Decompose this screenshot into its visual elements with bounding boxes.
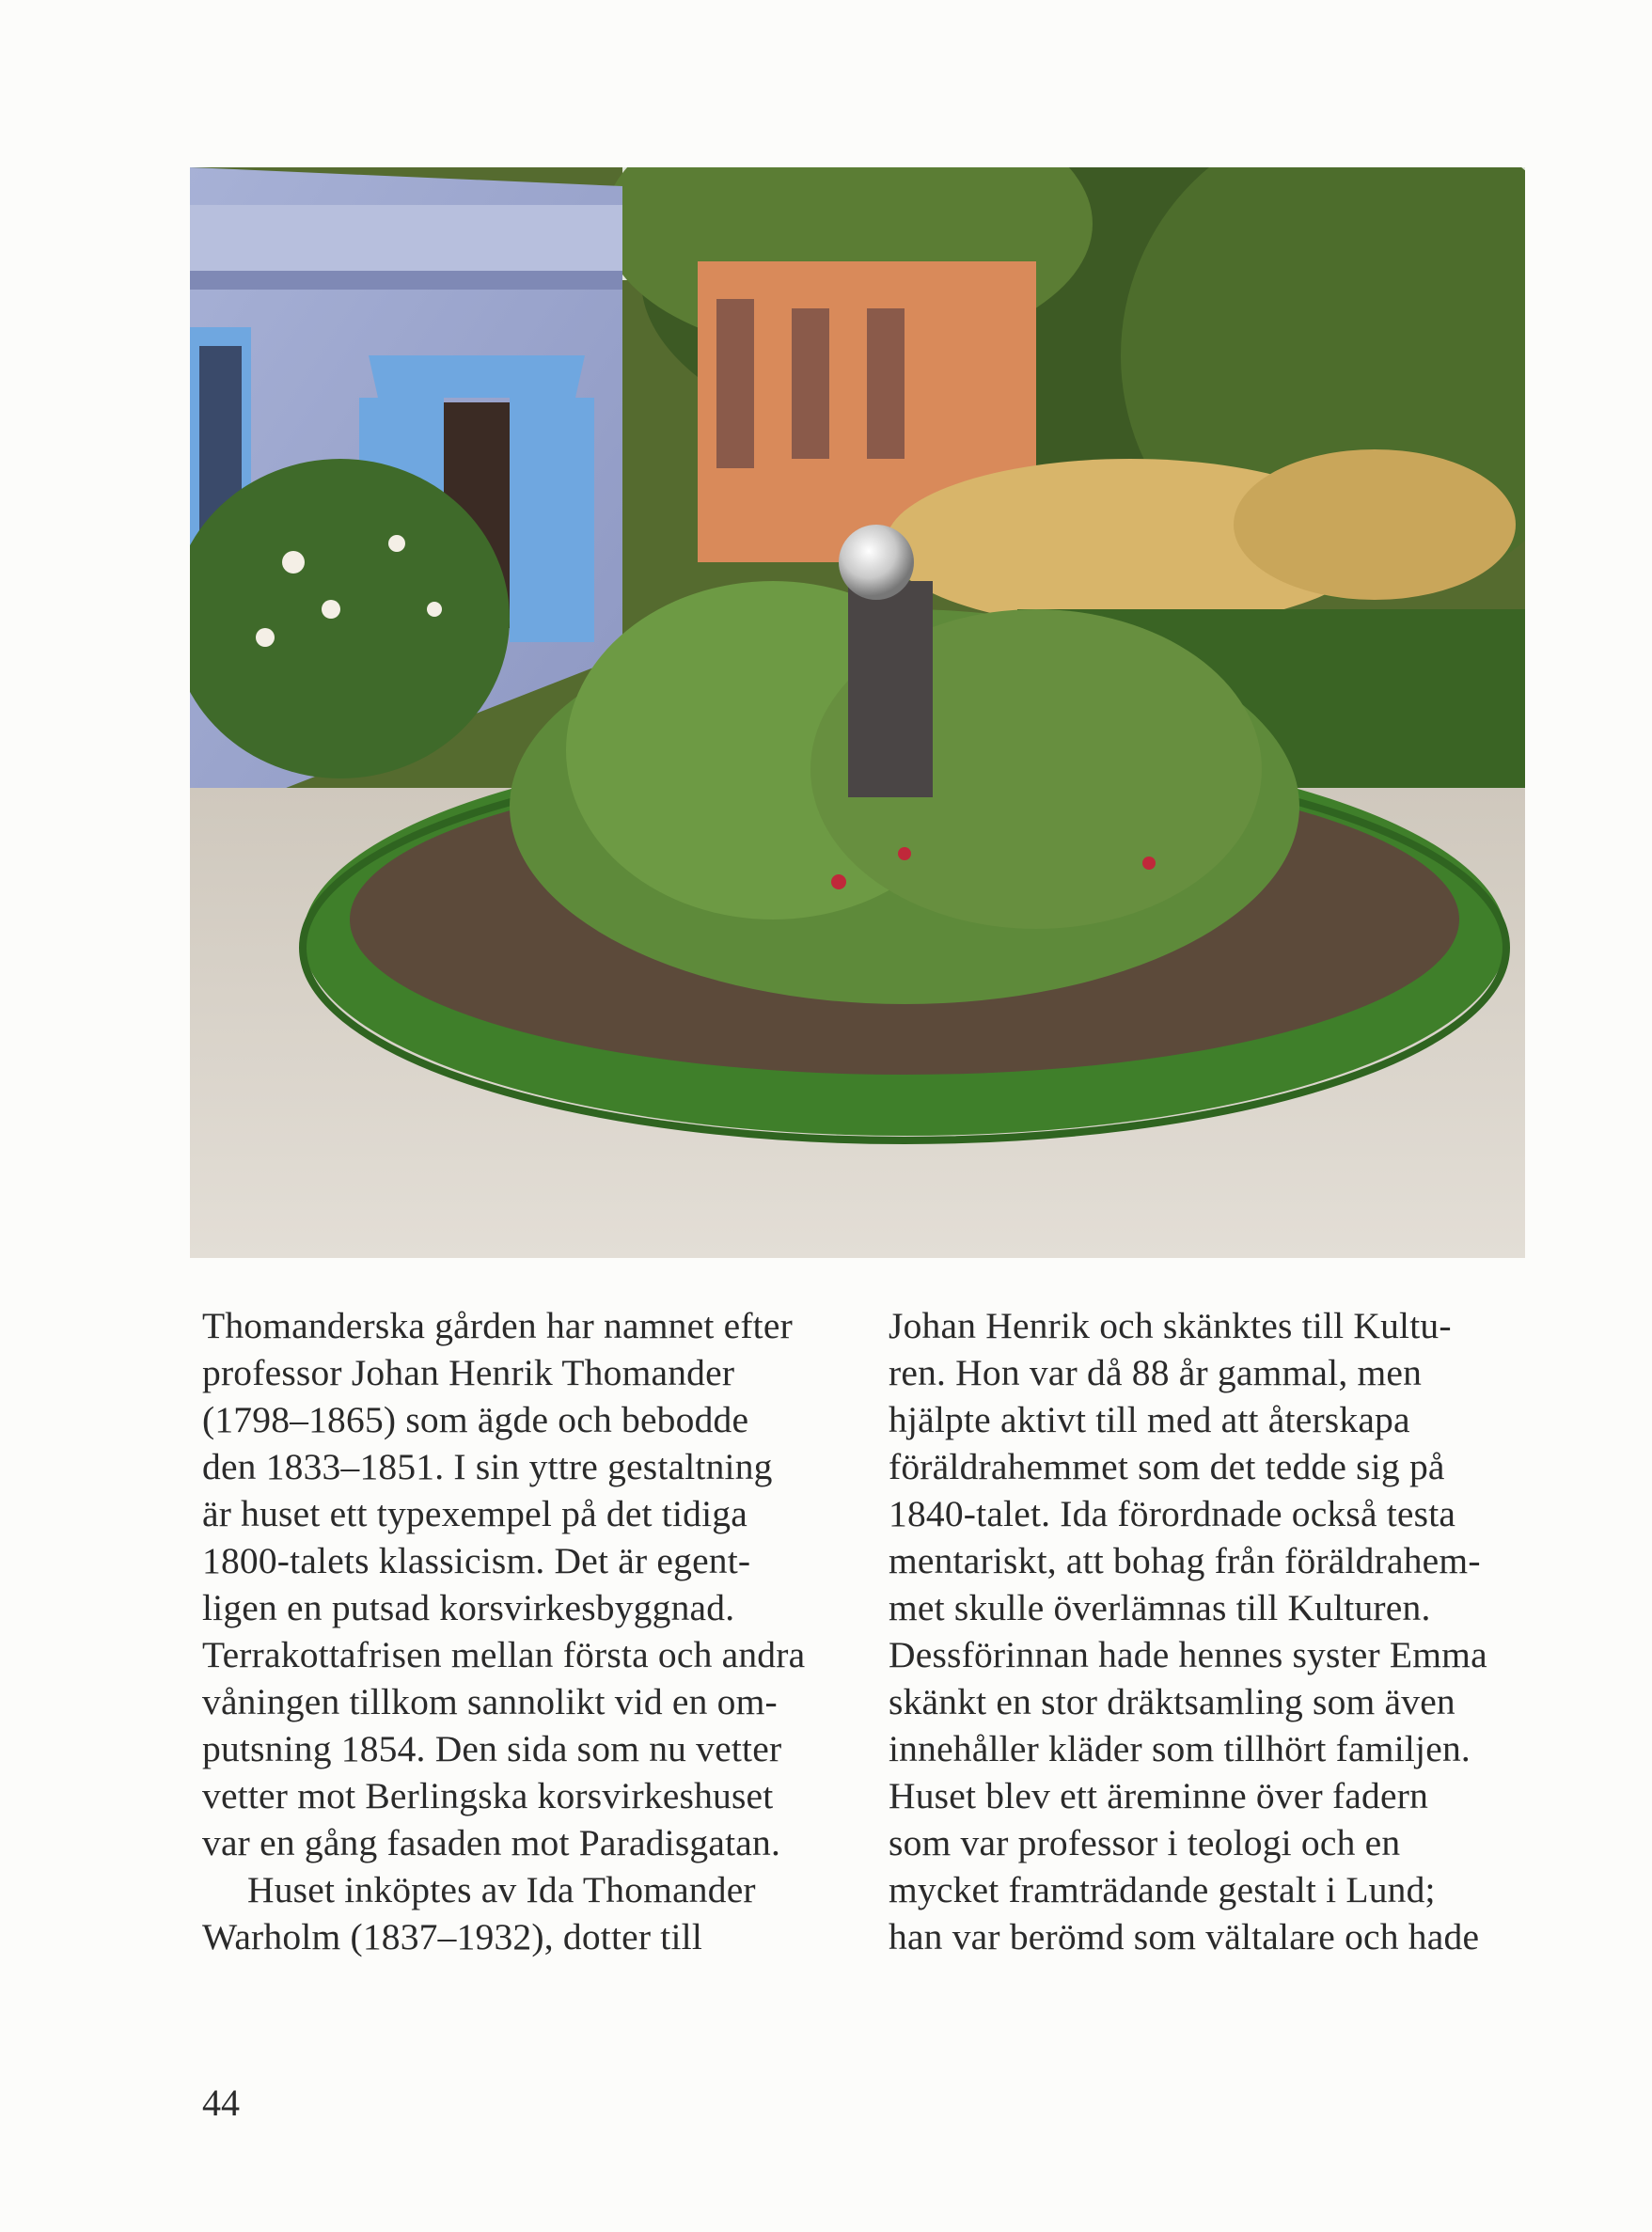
text-line: 1840-talet. Ida förordnade också testa bbox=[889, 1493, 1456, 1534]
text-line: Warholm (1837–1932), dotter till bbox=[202, 1916, 702, 1957]
text-line: som var professor i teologi och en bbox=[889, 1822, 1401, 1863]
pedestal bbox=[848, 581, 933, 797]
text-line: är huset ett typexempel på det tidiga bbox=[202, 1493, 747, 1534]
page-number: 44 bbox=[202, 2082, 240, 2124]
text-line: ren. Hon var då 88 år gammal, men bbox=[889, 1352, 1423, 1393]
text-line: Johan Henrik och skänktes till Kultu- bbox=[889, 1305, 1452, 1346]
text-line: Huset inköptes av Ida Thomander bbox=[247, 1869, 756, 1910]
text-line: (1798–1865) som ägde och bebodde bbox=[202, 1399, 749, 1440]
text-line: Thomanderska gården har namnet efter bbox=[202, 1305, 793, 1346]
text-line: innehåller kläder som tillhört familjen. bbox=[889, 1728, 1471, 1769]
text-line: 1800-talets klassicism. Det är egent- bbox=[202, 1540, 751, 1581]
garden-photo bbox=[190, 167, 1525, 1258]
gazing-ball bbox=[839, 525, 914, 600]
text-line: Dessförinnan hade hennes syster Emma bbox=[889, 1634, 1487, 1675]
text-line: skänkt en stor dräktsamling som även bbox=[889, 1681, 1455, 1722]
text-line: Terrakottafrisen mellan första och andra bbox=[202, 1634, 806, 1675]
text-line: Huset blev ett äreminne över fadern bbox=[889, 1775, 1429, 1816]
left-text-column bbox=[202, 1302, 860, 1960]
text-line: han var berömd som vältalare och hade bbox=[889, 1916, 1480, 1957]
text-line: den 1833–1851. I sin yttre gestaltning bbox=[202, 1446, 773, 1487]
text-line: mycket framträdande gestalt i Lund; bbox=[889, 1869, 1436, 1910]
text-line: ligen en putsad korsvirkesbyggnad. bbox=[202, 1587, 735, 1628]
text-line: våningen tillkom sannolikt vid en om- bbox=[202, 1681, 778, 1722]
text-line: putsning 1854. Den sida som nu vetter bbox=[202, 1728, 782, 1769]
right-text-column bbox=[889, 1302, 1547, 1960]
text-line: professor Johan Henrik Thomander bbox=[202, 1352, 735, 1393]
text-line: mentariskt, att bohag från föräldrahem- bbox=[889, 1540, 1481, 1581]
text-line: met skulle överlämnas till Kulturen. bbox=[889, 1587, 1431, 1628]
text-line: vetter mot Berlingska korsvirkeshuset bbox=[202, 1775, 774, 1816]
text-line: hjälpte aktivt till med att återskapa bbox=[889, 1399, 1410, 1440]
text-line: föräldrahemmet som det tedde sig på bbox=[889, 1446, 1445, 1487]
text-line: var en gång fasaden mot Paradisgatan. bbox=[202, 1822, 781, 1863]
